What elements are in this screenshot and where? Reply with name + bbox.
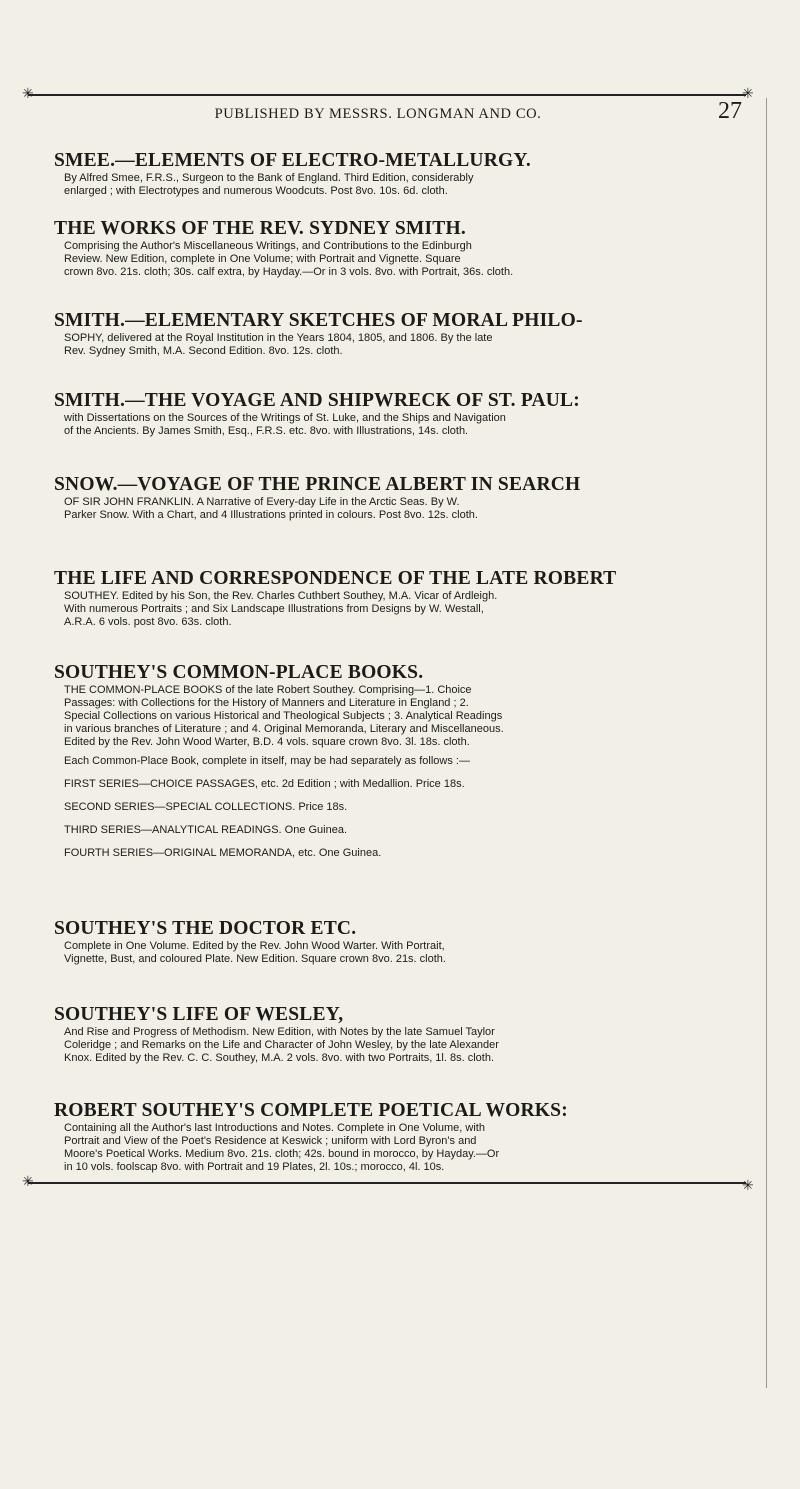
entry-description (54, 1026, 754, 1065)
entry-title: SOUTHEY'S LIFE OF WESLEY, (54, 1004, 344, 1025)
entry-description (54, 412, 754, 438)
entry-line: Review. New Edition, complete in One Volume; with Portrait and Vignette. Square (64, 253, 461, 265)
series-item: THIRD SERIES—ANALYTICAL READINGS. One Guinea. (64, 824, 348, 836)
series-item: FIRST SERIES—CHOICE PASSAGES, etc. 2d Edition ; with Medallion. Price 18s. (64, 778, 465, 790)
entry-line: enlarged ; with Electrotypes and numerous Woodcuts. Post 8vo. 10s. 6d. cloth. (64, 185, 448, 197)
entry-line: Comprising the Author's Miscellaneous Writings, and Contributions to the Edinburgh (64, 240, 472, 252)
entry-title: SMITH.—ELEMENTARY SKETCHES OF MORAL PHILO- (54, 310, 583, 331)
entry-description (54, 1122, 754, 1174)
entry-line: Edited by the Rev. John Wood Warter, B.D. 4 vols. square crown 8vo. 3l. 18s. cloth. (64, 736, 470, 748)
entry-southey-the-doctor (54, 918, 754, 966)
bottom-left-ornament-icon: ✳ (22, 1174, 34, 1190)
top-left-ornament-icon: ✳ (22, 86, 34, 102)
entry-description (54, 496, 754, 522)
entry-snow-prince-albert (54, 474, 754, 522)
entry-southey-poetical-works (54, 1100, 754, 1174)
entry-line: in various branches of Literature ; and 4. Original Memoranda, Literary and Miscellaneous. (64, 723, 504, 735)
entry-line: OF SIR JOHN FRANKLIN. A Narrative of Every-day Life in the Arctic Seas. By W. (64, 496, 460, 508)
entry-line: SOPHY, delivered at the Royal Institution in the Years 1804, 1805, and 1806. By the late (64, 332, 493, 344)
entry-title: SMITH.—THE VOYAGE AND SHIPWRECK OF ST. PAUL: (54, 390, 580, 411)
entry-title: THE WORKS OF THE REV. SYDNEY SMITH. (54, 218, 466, 239)
entry-line: of the Ancients. By James Smith, Esq., F.R.S. etc. 8vo. with Illustrations, 14s. cloth. (64, 425, 469, 437)
entry-line: With numerous Portraits ; and Six Landscape Illustrations from Designs by W. Westall, (64, 603, 484, 615)
entry-line: Special Collections on various Historical and Theological Subjects ; 3. Analytical Readings (64, 710, 503, 722)
entry-title: SMEE.—ELEMENTS OF ELECTRO-METALLURGY. (54, 150, 531, 171)
entry-line: in 10 vols. foolscap 8vo. with Portrait and 19 Plates, 2l. 10s.; morocco, 4l. 10s. (64, 1161, 445, 1173)
entry-description (54, 240, 754, 279)
entry-line: Passages: with Collections for the History of Manners and Literature in England ; 2. (64, 697, 469, 709)
bottom-rule (28, 1182, 746, 1184)
entry-title: SNOW.—VOYAGE OF THE PRINCE ALBERT IN SEARCH (54, 474, 581, 495)
entry-smith-voyage-st-paul (54, 390, 754, 438)
running-head: PUBLISHED BY MESSRS. LONGMAN AND CO. (214, 106, 542, 122)
bottom-right-ornament-icon: ✳ (742, 1178, 754, 1194)
entry-line: Knox. Edited by the Rev. C. C. Southey, M.A. 2 vols. 8vo. with two Portraits, 1l. 8s. cloth. (64, 1052, 494, 1064)
entry-southey-life-of-wesley (54, 1004, 754, 1065)
series-note: Each Common-Place Book, complete in itself, may be had separately as follows :— (64, 755, 470, 767)
entry-line: crown 8vo. 21s. cloth; 30s. calf extra, by Hayday.—Or in 3 vols. 8vo. with Portrait, 36s. cloth. (64, 266, 514, 278)
entry-line: By Alfred Smee, F.R.S., Surgeon to the Bank of England. Third Edition, considerably (64, 172, 474, 184)
entry-smee (54, 150, 754, 198)
entry-description (54, 684, 754, 860)
right-margin-rule (766, 98, 767, 1388)
top-rule (28, 94, 746, 96)
entry-description (54, 172, 754, 198)
entry-line: A.R.A. 6 vols. post 8vo. 63s. cloth. (64, 616, 232, 628)
page-number: 27 (718, 98, 742, 124)
book-page (22, 78, 758, 1393)
running-header (28, 98, 746, 128)
entry-title: SOUTHEY'S THE DOCTOR ETC. (54, 918, 357, 939)
entry-line: with Dissertations on the Sources of the Writings of St. Luke, and the Ships and Navigation (64, 412, 506, 424)
entry-line: Vignette, Bust, and coloured Plate. New Edition. Square crown 8vo. 21s. cloth. (64, 953, 446, 965)
entry-title: THE LIFE AND CORRESPONDENCE OF THE LATE ROBERT (54, 568, 617, 589)
entry-description (54, 332, 754, 358)
entry-description (54, 940, 754, 966)
entry-line: Moore's Poetical Works. Medium 8vo. 21s. cloth; 42s. bound in morocco, by Hayday.—Or (64, 1148, 500, 1160)
entry-line: Complete in One Volume. Edited by the Rev. John Wood Warter. With Portrait, (64, 940, 445, 952)
series-item: SECOND SERIES—SPECIAL COLLECTIONS. Price 18s. (64, 801, 348, 813)
entry-smith-moral-philosophy (54, 310, 754, 358)
entry-line: Coleridge ; and Remarks on the Life and Character of John Wesley, by the late Alexander (64, 1039, 499, 1051)
entry-line: Portrait and View of the Poet's Residence at Keswick ; uniform with Lord Byron's and (64, 1135, 477, 1147)
entry-title: SOUTHEY'S COMMON-PLACE BOOKS. (54, 662, 424, 683)
top-right-ornament-icon: ✳ (742, 86, 754, 102)
entry-southey-life (54, 568, 754, 629)
entry-description (54, 590, 754, 629)
entry-title: ROBERT SOUTHEY'S COMPLETE POETICAL WORKS: (54, 1100, 568, 1121)
entry-sydney-smith-works (54, 218, 754, 279)
entry-southey-common-place (54, 662, 754, 860)
entry-line: SOUTHEY. Edited by his Son, the Rev. Charles Cuthbert Southey, M.A. Vicar of Ardleigh. (64, 590, 498, 602)
series-item: FOURTH SERIES—ORIGINAL MEMORANDA, etc. One Guinea. (64, 847, 382, 859)
entry-line: Containing all the Author's last Introductions and Notes. Complete in One Volume, with (64, 1122, 485, 1134)
entry-line: And Rise and Progress of Methodism. New Edition, with Notes by the late Samuel Taylor (64, 1026, 495, 1038)
entry-line: Rev. Sydney Smith, M.A. Second Edition. 8vo. 12s. cloth. (64, 345, 343, 357)
entry-line: THE COMMON-PLACE BOOKS of the late Robert Southey. Comprising—1. Choice (64, 684, 472, 696)
entry-line: Parker Snow. With a Chart, and 4 Illustrations printed in colours. Post 8vo. 12s. cloth. (64, 509, 478, 521)
